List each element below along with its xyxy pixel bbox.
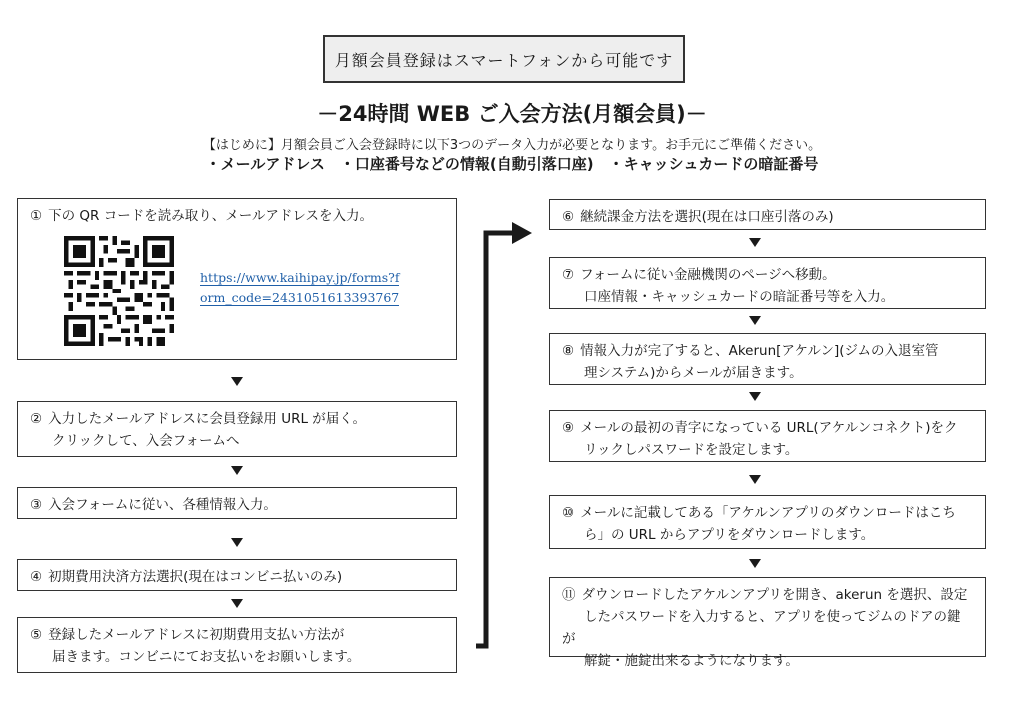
down-arrow-icon: [749, 559, 761, 568]
step-text: 理システム)からメールが届きます。: [584, 365, 803, 381]
step-text: 登録したメールアドレスに初期費用支払い方法が: [48, 627, 345, 643]
step-9-box: [549, 410, 986, 462]
step-text: 入力したメールアドレスに会員登録用 URL が届く。: [48, 411, 367, 427]
down-arrow-icon: [749, 475, 761, 484]
down-arrow-icon: [231, 466, 243, 475]
smartphone-notice-banner: [323, 35, 685, 83]
qr-code-icon[interactable]: [64, 236, 174, 346]
page-title: －24時間 WEB ご入会方法(月額会員)－: [317, 102, 707, 126]
step-text: 届きます。コンビニにてお支払いをお願いします。: [52, 649, 361, 665]
intro-text: 【はじめに】月額会員ご入会登録時に以下3つのデータ入力が必要となります。お手元にご準備ください。: [202, 138, 822, 153]
step-text: メールの最初の青字になっている URL(アケルンコネクト)をク: [580, 420, 958, 436]
step-number: ⑦: [562, 267, 575, 283]
step-number: ①: [30, 208, 43, 224]
down-arrow-icon: [231, 377, 243, 386]
url-line-2: orm_code=2431051613393767: [200, 290, 400, 305]
down-arrow-icon: [749, 238, 761, 247]
step-number: ③: [30, 497, 43, 513]
requirements-list: ・メールアドレス ・口座番号などの情報(自動引落口座) ・キャッシュカードの暗証番号: [205, 155, 819, 173]
down-arrow-icon: [749, 392, 761, 401]
step-7-box: [549, 257, 986, 309]
step-number: ⑤: [30, 627, 43, 643]
step-3-box: [17, 487, 457, 519]
step-8-box: [549, 333, 986, 385]
banner-text: 月額会員登録はスマートフォンから可能です: [334, 50, 674, 70]
step-number: ⑧: [562, 343, 575, 359]
step-text: 入会フォームに従い、各種情報入力。: [48, 497, 277, 513]
step-text: 継続課金方法を選択(現在は口座引落のみ): [580, 209, 834, 225]
step-text: 下の QR コードを読み取り、メールアドレスを入力。: [48, 208, 374, 224]
down-arrow-icon: [231, 599, 243, 608]
step-number: ⑪: [562, 587, 576, 603]
url-line-1: https://www.kaihipay.jp/forms?f: [200, 270, 400, 285]
step-number: ④: [30, 569, 43, 585]
step-text: ら」の URL からアプリをダウンロードします。: [584, 527, 875, 543]
step-text: フォームに従い金融機関のページへ移動。: [580, 267, 836, 283]
step-text: リックしパスワードを設定します。: [584, 442, 799, 458]
step-2-box: [17, 401, 457, 457]
down-arrow-icon: [749, 316, 761, 325]
step-11-box: [549, 577, 986, 669]
step-text: 解錠・施錠出来るようになります。: [584, 653, 799, 669]
step-4-box: [17, 559, 457, 591]
step-number: ⑨: [562, 420, 575, 436]
step-6-box: [549, 199, 986, 230]
step-text: 初期費用決済方法選択(現在はコンビニ払いのみ): [48, 569, 343, 585]
step-text: ダウンロードしたアケルンアプリを開き、akerun を選択、設定: [581, 587, 968, 603]
step-number: ②: [30, 411, 43, 427]
step-text: 情報入力が完了すると、Akerun[アケルン](ジムの入退室管: [580, 343, 939, 359]
step-number: ⑥: [562, 209, 575, 225]
registration-url-link[interactable]: [200, 268, 410, 308]
step-text: したパスワードを入力すると、アプリを使ってジムのドアの鍵が: [562, 609, 961, 647]
step-text: メールに記載してある「アケルンアプリのダウンロードはこち: [580, 505, 956, 521]
step-number: ⑩: [562, 505, 575, 521]
step-5-box: [17, 617, 457, 673]
step-text: 口座情報・キャッシュカードの暗証番号等を入力。: [584, 289, 895, 305]
down-arrow-icon: [231, 538, 243, 547]
step-10-box: [549, 495, 986, 549]
flow-connector-arrow-icon: [470, 218, 534, 652]
step-text: クリックして、入会フォームへ: [52, 433, 240, 449]
